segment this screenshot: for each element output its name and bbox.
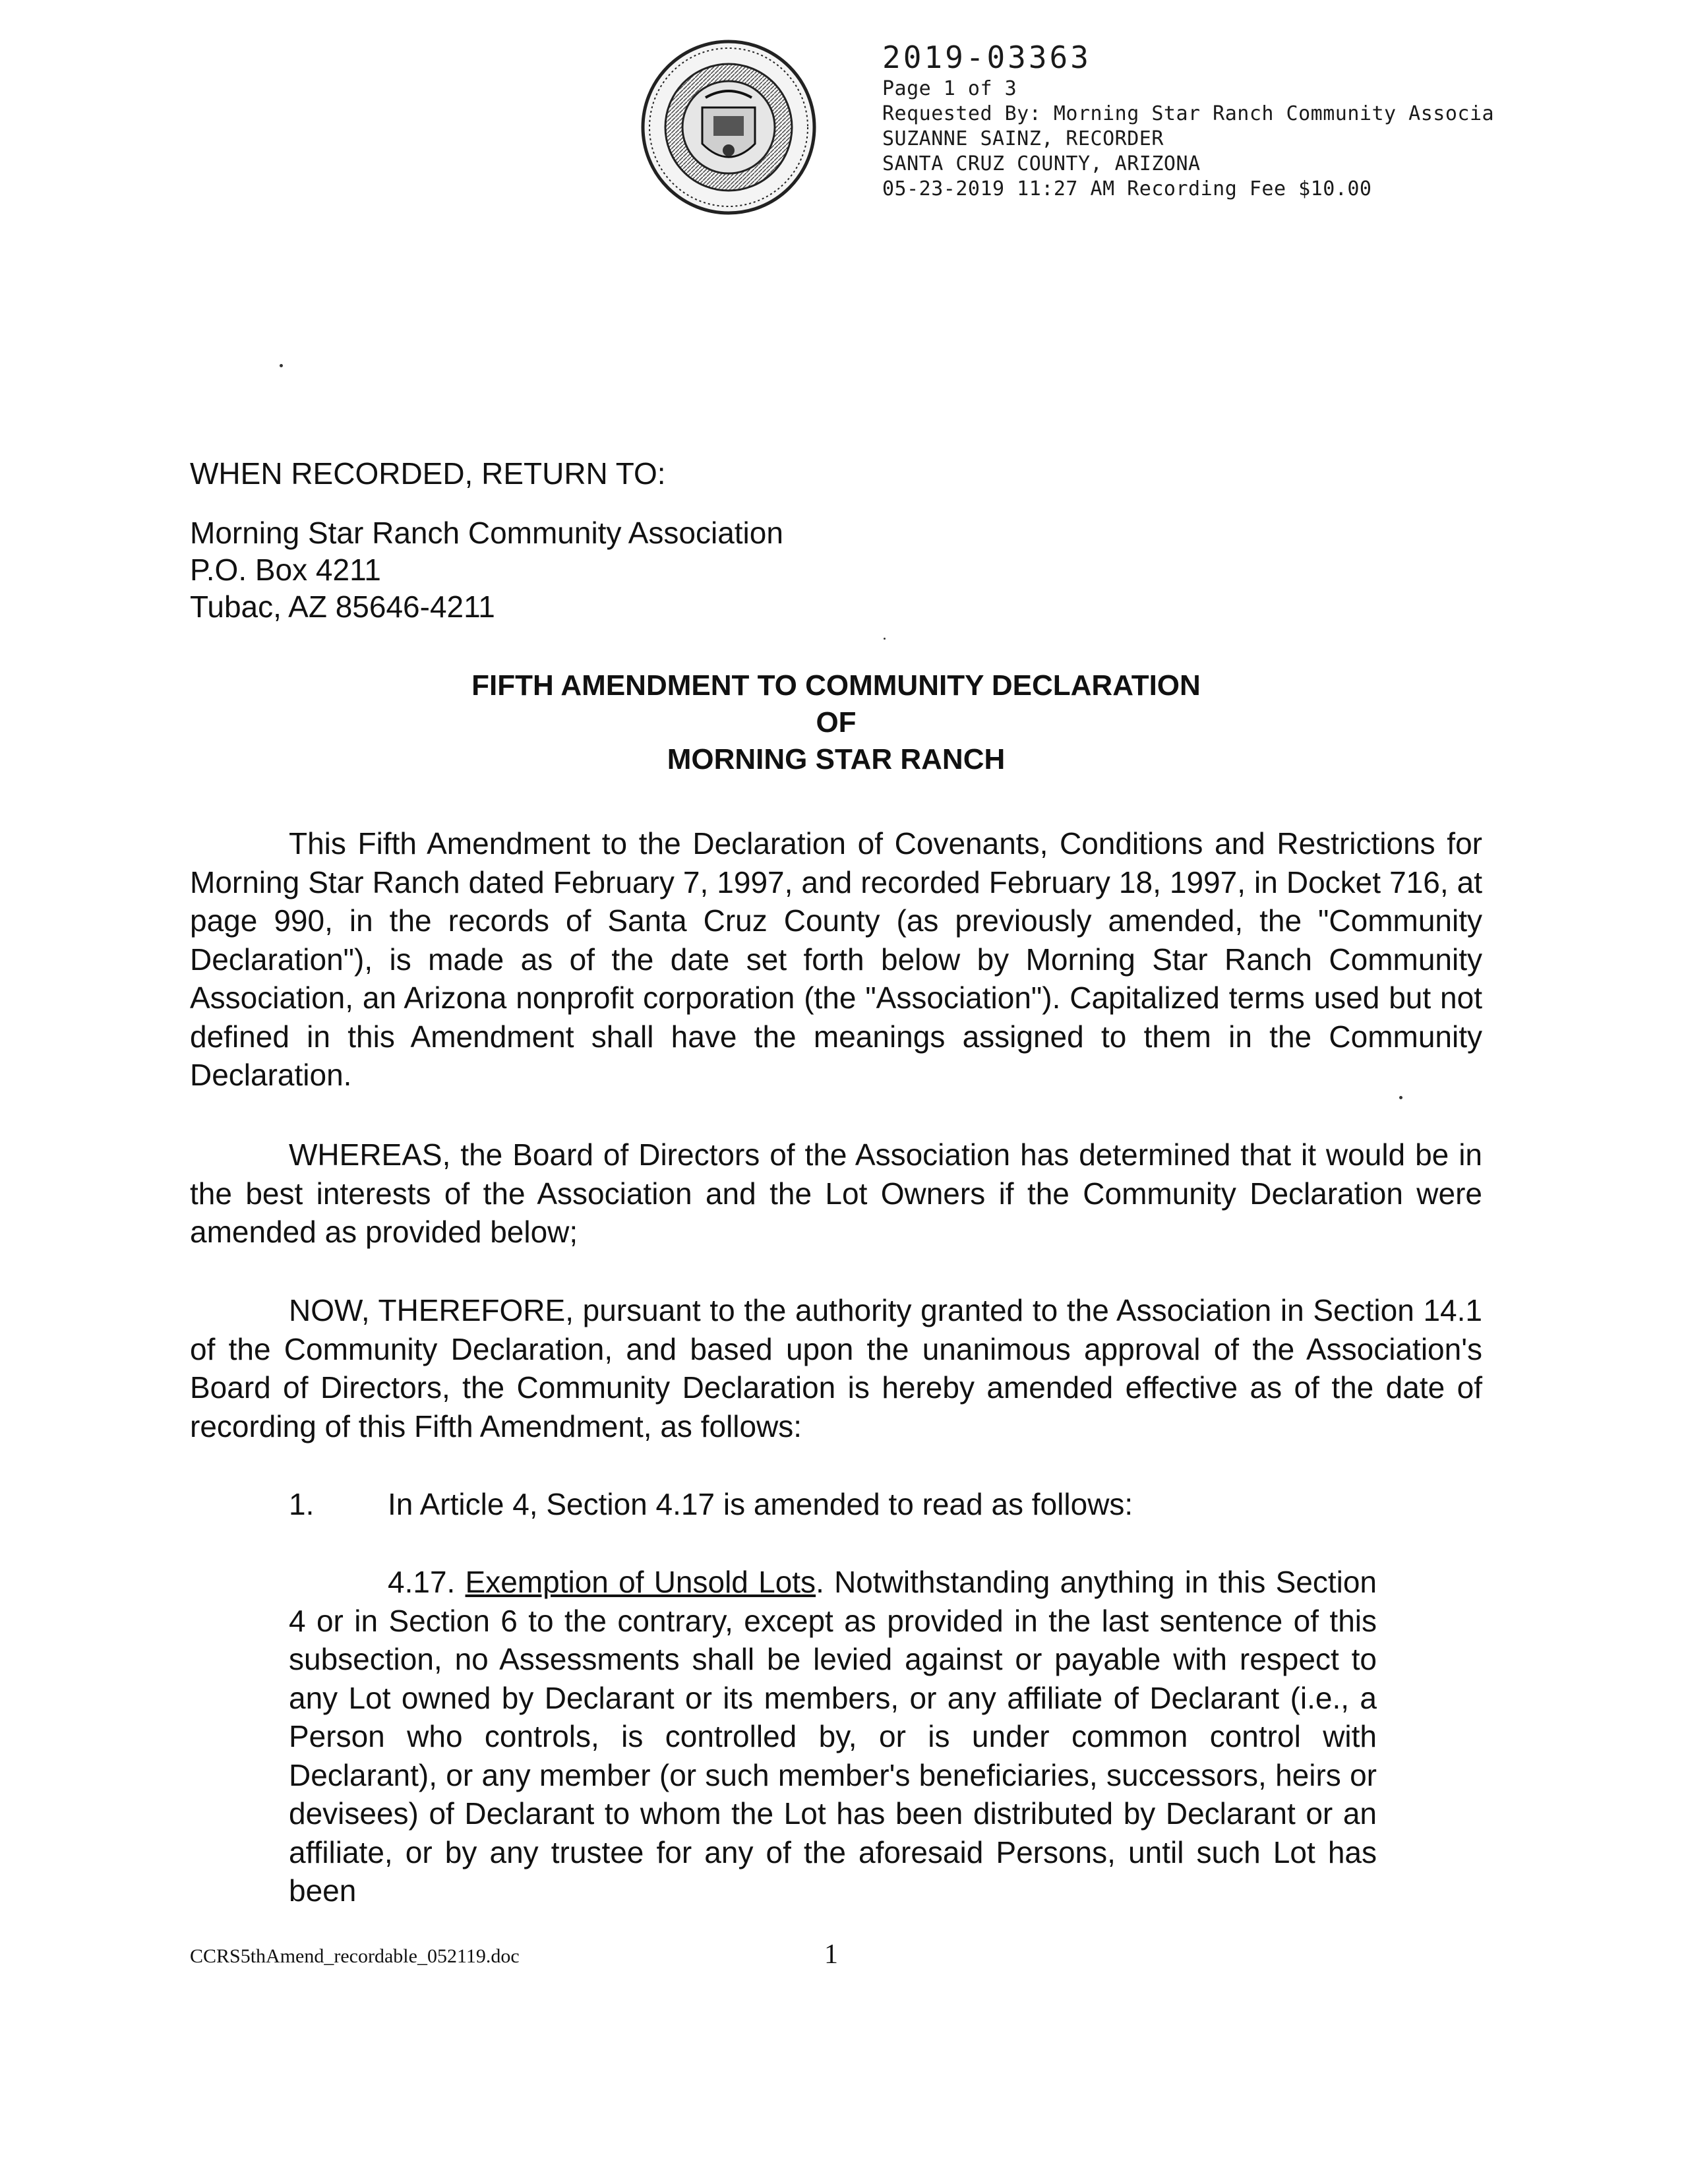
amendment-item-1 bbox=[289, 1485, 1133, 1523]
return-address bbox=[190, 514, 1482, 625]
section-text: . Notwithstanding anything in this Section 4 or in Section 6 to the contrary, except as provided in the last sentence of this subsection, no Assessments shall be levied against or payable with respect to any Lot owned by Declarant or its members, or any affiliate of Declarant (i.e., a Person who controls, is controlled by, or is under common control with Declarant), or any member (or such member's beneficiaries, successors, heirs or devisees) of Declarant to whom the Lot has been distributed by Declarant or an affiliate, or by any trustee for any of the aforesaid Persons, until such Lot has been bbox=[289, 1565, 1377, 1908]
scan-speck bbox=[1399, 1096, 1402, 1099]
footer-page-number: 1 bbox=[824, 1939, 838, 1970]
footer-filename: CCRS5thAmend_recordable_052119.doc bbox=[190, 1945, 520, 1967]
stamp-county: SANTA CRUZ COUNTY, ARIZONA bbox=[882, 152, 1201, 175]
address-city: Tubac, AZ 85646-4211 bbox=[190, 590, 495, 624]
scan-speck bbox=[884, 638, 886, 640]
intro-paragraph: This Fifth Amendment to the Declaration of Covenants, Conditions and Restrictions for Morning Star Ranch dated February 7, 1997, and recorded February 18, 1997, in Docket 716, at page 990, in the records of Santa Cruz County (as previously amended, the "Community Declaration"), is made as of the date set forth below by Morning Star Ranch Community Association, an Arizona nonprofit corporation (the "Association"). Capitalized terms used but not defined in this Amendment shall have the meanings assigned to them in the Community Declaration. bbox=[190, 826, 1482, 1092]
section-number: 4.17. bbox=[388, 1565, 456, 1599]
section-heading: Exemption of Unsold Lots bbox=[465, 1565, 816, 1599]
fee-number: 2019-03363 bbox=[882, 40, 1091, 75]
document-title bbox=[190, 667, 1482, 778]
section-4-17 bbox=[289, 1563, 1377, 1910]
stamp-recorder: SUZANNE SAINZ, RECORDER bbox=[882, 127, 1164, 150]
item-number: 1. bbox=[289, 1487, 315, 1521]
address-name: Morning Star Ranch Community Association bbox=[190, 516, 783, 550]
stamp-page: Page 1 of 3 bbox=[882, 77, 1017, 100]
recording-stamp bbox=[882, 41, 1660, 202]
whereas-paragraph: WHEREAS, the Board of Directors of the Association has determined that it would be in the best interests of the Association and the Lot Owners if the Community Declaration were amended as provided below; bbox=[190, 1138, 1482, 1249]
stamp-requested-by: Requested By: Morning Star Ranch Community Associa bbox=[882, 102, 1495, 125]
scan-speck bbox=[280, 364, 283, 367]
now-therefore-paragraph: NOW, THEREFORE, pursuant to the authority granted to the Association in Section 14.1 of the Community Declaration, and based upon the unanimous approval of the Association's Board of Directors, the Community Declaration is hereby amended effective as of the date of recording of this Fifth Amendment, as follows: bbox=[190, 1293, 1482, 1443]
county-seal-icon bbox=[640, 38, 818, 216]
stamp-datetime-fee: 05-23-2019 11:27 AM Recording Fee $10.00 bbox=[882, 177, 1372, 200]
title-line-3: MORNING STAR RANCH bbox=[667, 743, 1006, 775]
title-line-1: FIFTH AMENDMENT TO COMMUNITY DECLARATION bbox=[471, 669, 1201, 702]
address-po-box: P.O. Box 4211 bbox=[190, 553, 381, 587]
title-line-2: OF bbox=[816, 706, 857, 739]
return-to-heading: WHEN RECORDED, RETURN TO: bbox=[190, 456, 666, 491]
item-text: In Article 4, Section 4.17 is amended to read as follows: bbox=[388, 1487, 1133, 1521]
